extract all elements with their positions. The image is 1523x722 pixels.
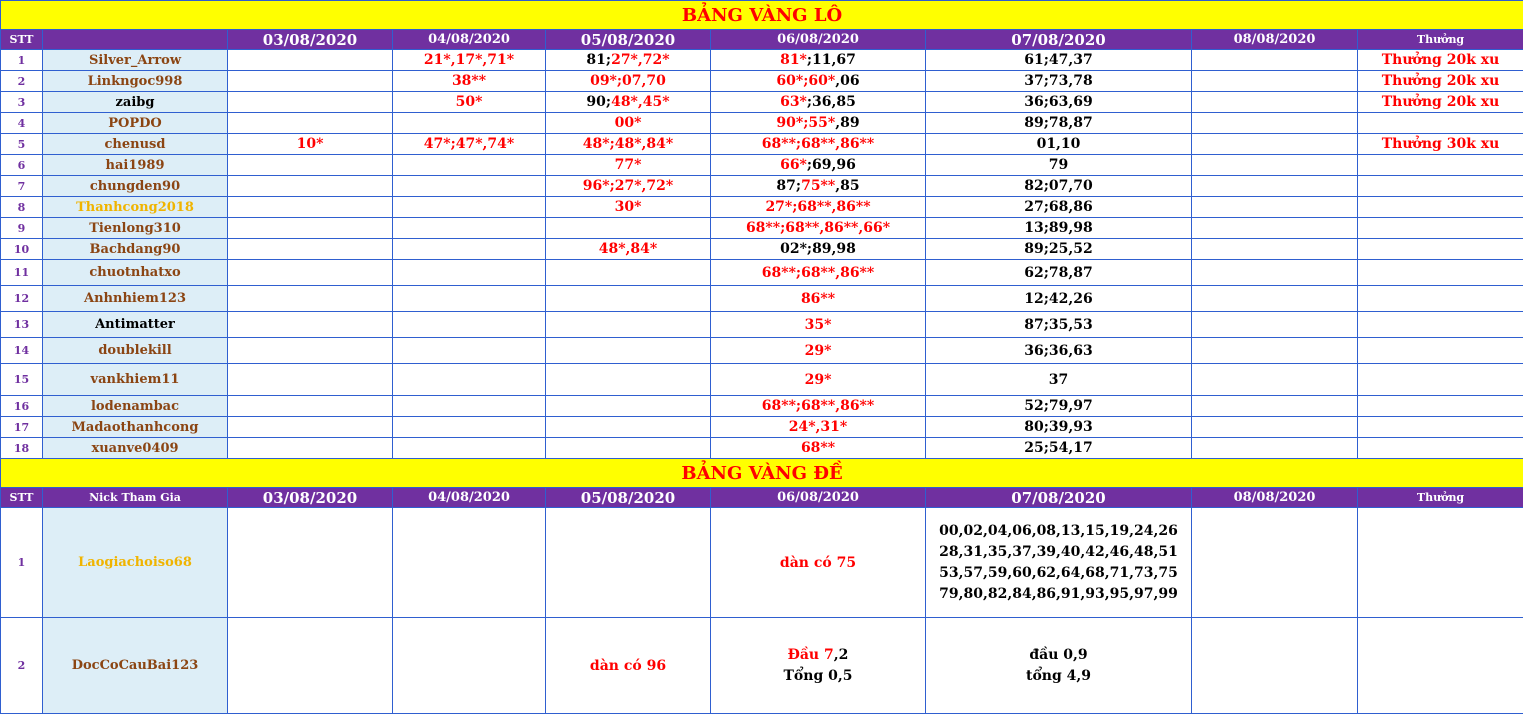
value-date-1 xyxy=(228,176,393,197)
player-nick: Thanhcong2018 xyxy=(43,197,228,218)
lo-table-row xyxy=(1,438,1523,459)
value-part: 63* xyxy=(780,94,807,110)
row-stt: 4 xyxy=(1,113,43,134)
player-nick: hai1989 xyxy=(43,155,228,176)
value-date-2: 50* xyxy=(393,92,546,113)
value-date-6 xyxy=(1192,176,1358,197)
value-date-4 xyxy=(711,260,926,286)
player-nick: Bachdang90 xyxy=(43,239,228,260)
value-date-2 xyxy=(393,396,546,417)
value-date-3 xyxy=(546,396,711,417)
player-nick: Anhnhiem123 xyxy=(43,286,228,312)
value-date-1 xyxy=(228,218,393,239)
value-part: 90*;55* xyxy=(776,115,836,131)
prize-cell xyxy=(1358,218,1523,239)
player-nick: Silver_Arrow xyxy=(43,50,228,71)
value-date-1 xyxy=(228,71,393,92)
value-date-6 xyxy=(1192,438,1358,459)
value-date-5: 25;54,17 xyxy=(926,438,1192,459)
row-stt: 11 xyxy=(1,260,43,286)
row-stt: 10 xyxy=(1,239,43,260)
value-date-4 xyxy=(711,364,926,396)
value-part: 35* xyxy=(804,316,832,333)
number-line: 28,31,35,37,39,40,42,46,48,51 xyxy=(939,543,1178,560)
player-nick: Linkngoc998 xyxy=(43,71,228,92)
value-date-6 xyxy=(1192,417,1358,438)
prize-cell xyxy=(1358,176,1523,197)
value-date-2 xyxy=(393,197,546,218)
header-date-3: 05/08/2020 xyxy=(546,30,711,50)
value-date-3 xyxy=(546,218,711,239)
prize-cell xyxy=(1358,260,1523,286)
value-date-1 xyxy=(228,338,393,364)
value-date-2 xyxy=(393,364,546,396)
number-line: 00,02,04,06,08,13,15,19,24,26 xyxy=(939,522,1178,539)
player-nick: lodenambac xyxy=(43,396,228,417)
lo-table-row xyxy=(1,312,1523,338)
lo-title: BẢNG VÀNG LÔ xyxy=(1,1,1523,30)
header-date-5: 07/08/2020 xyxy=(926,488,1192,508)
number-line: đầu 0,9 xyxy=(1029,646,1088,663)
value-part: ,06 xyxy=(835,73,860,89)
value-part: ,2 xyxy=(833,646,849,663)
prize-cell xyxy=(1358,312,1523,338)
value-date-2: 47*;47*,74* xyxy=(393,134,546,155)
row-stt: 17 xyxy=(1,417,43,438)
value-date-2: 38** xyxy=(393,71,546,92)
prize-cell: Thưởng 20k xu xyxy=(1358,92,1523,113)
prize-cell xyxy=(1358,338,1523,364)
lo-table-row xyxy=(1,417,1523,438)
value-date-4 xyxy=(711,396,926,417)
value-part: 27*,72* xyxy=(611,52,670,68)
value-date-4 xyxy=(711,155,926,176)
value-date-6 xyxy=(1192,260,1358,286)
value-date-4 xyxy=(711,218,926,239)
header-nick xyxy=(43,30,228,50)
value-date-5: 36;63,69 xyxy=(926,92,1192,113)
row-stt: 16 xyxy=(1,396,43,417)
value-date-2 xyxy=(393,508,546,618)
row-stt: 1 xyxy=(1,508,43,618)
lo-table-row xyxy=(1,364,1523,396)
value-date-6 xyxy=(1192,312,1358,338)
value-date-6 xyxy=(1192,197,1358,218)
row-stt: 3 xyxy=(1,92,43,113)
value-date-4 xyxy=(711,50,926,71)
row-stt: 1 xyxy=(1,50,43,71)
value-date-4 xyxy=(711,176,926,197)
value-date-5: 12;42,26 xyxy=(926,286,1192,312)
value-date-2 xyxy=(393,417,546,438)
prize-cell: Thưởng 20k xu xyxy=(1358,50,1523,71)
value-date-4 xyxy=(711,113,926,134)
row-stt: 13 xyxy=(1,312,43,338)
row-stt: 7 xyxy=(1,176,43,197)
value-part: 77* xyxy=(614,157,642,173)
value-date-2 xyxy=(393,618,546,714)
value-date-1 xyxy=(228,312,393,338)
value-date-6 xyxy=(1192,239,1358,260)
header-date-2: 04/08/2020 xyxy=(393,30,546,50)
header-stt: STT xyxy=(1,488,43,508)
value-date-2 xyxy=(393,438,546,459)
value-part: Đầu 7 xyxy=(787,646,834,663)
value-date-2 xyxy=(393,218,546,239)
value-part: 60*;60* xyxy=(776,73,836,89)
value-date-5: 52;79,97 xyxy=(926,396,1192,417)
value-part: 68**;68**,86** xyxy=(761,264,875,281)
value-date-5: 80;39,93 xyxy=(926,417,1192,438)
lo-table-row xyxy=(1,396,1523,417)
prize-cell xyxy=(1358,396,1523,417)
value-date-3 xyxy=(546,113,711,134)
de-table-row xyxy=(1,618,1523,714)
value-date-3 xyxy=(546,71,711,92)
value-date-2: 21*,17*,71* xyxy=(393,50,546,71)
player-nick: vankhiem11 xyxy=(43,364,228,396)
value-date-4 xyxy=(711,92,926,113)
value-date-3 xyxy=(546,176,711,197)
value-part: 48*,45* xyxy=(611,94,670,110)
value-date-1 xyxy=(228,50,393,71)
value-part: 68**;68**,86**,66* xyxy=(745,220,891,236)
value-date-1: 10* xyxy=(228,134,393,155)
value-date-3 xyxy=(546,364,711,396)
prize-cell: Thưởng 20k xu xyxy=(1358,71,1523,92)
value-part: ,89 xyxy=(835,115,860,131)
row-stt: 2 xyxy=(1,618,43,714)
value-date-3 xyxy=(546,50,711,71)
value-date-3 xyxy=(546,134,711,155)
value-date-4 xyxy=(711,71,926,92)
lo-table-row xyxy=(1,50,1523,71)
value-date-6 xyxy=(1192,134,1358,155)
number-line: 53,57,59,60,62,64,68,71,73,75 xyxy=(939,564,1178,581)
value-date-2 xyxy=(393,113,546,134)
row-stt: 15 xyxy=(1,364,43,396)
header-nick: Nick Tham Gia xyxy=(43,488,228,508)
header-date-1: 03/08/2020 xyxy=(228,488,393,508)
value-date-5: 79 xyxy=(926,155,1192,176)
value-part: 09* xyxy=(590,73,617,89)
lo-header-row xyxy=(1,30,1523,50)
value-part: ;36,85 xyxy=(806,94,856,110)
value-date-5: 82;07,70 xyxy=(926,176,1192,197)
row-stt: 18 xyxy=(1,438,43,459)
value-part: 02*;89,98 xyxy=(780,241,856,257)
lo-table-row xyxy=(1,92,1523,113)
value-date-4 xyxy=(711,197,926,218)
row-stt: 9 xyxy=(1,218,43,239)
value-date-5: 87;35,53 xyxy=(926,312,1192,338)
value-date-1 xyxy=(228,618,393,714)
value-part: 81; xyxy=(586,52,612,68)
value-date-3 xyxy=(546,417,711,438)
value-date-6 xyxy=(1192,218,1358,239)
value-date-2 xyxy=(393,338,546,364)
number-line: Tổng 0,5 xyxy=(783,667,853,684)
number-line: tổng 4,9 xyxy=(1025,667,1091,684)
value-date-2 xyxy=(393,286,546,312)
value-date-3 xyxy=(546,312,711,338)
lo-table-row xyxy=(1,113,1523,134)
player-nick: chungden90 xyxy=(43,176,228,197)
player-nick: Tienlong310 xyxy=(43,218,228,239)
player-nick: doublekill xyxy=(43,338,228,364)
player-nick: zaibg xyxy=(43,92,228,113)
value-part: 30* xyxy=(614,199,642,215)
value-date-2 xyxy=(393,239,546,260)
prize-cell xyxy=(1358,197,1523,218)
player-nick: chenusd xyxy=(43,134,228,155)
value-part: ;11,67 xyxy=(806,52,856,68)
value-date-1 xyxy=(228,92,393,113)
value-date-3 xyxy=(546,438,711,459)
value-date-2 xyxy=(393,260,546,286)
value-part: 66* xyxy=(780,157,807,173)
value-part: 86** xyxy=(800,290,836,307)
value-date-3 xyxy=(546,338,711,364)
lo-table-row xyxy=(1,286,1523,312)
value-date-1 xyxy=(228,438,393,459)
value-part: 81* xyxy=(780,52,807,68)
value-date-5: 62;78,87 xyxy=(926,260,1192,286)
player-nick: Laogiachoiso68 xyxy=(43,508,228,618)
header-date-1: 03/08/2020 xyxy=(228,30,393,50)
player-nick: xuanve0409 xyxy=(43,438,228,459)
number-line xyxy=(711,645,925,666)
value-part: 29* xyxy=(804,342,832,359)
value-date-3 xyxy=(546,508,711,618)
value-date-3 xyxy=(546,286,711,312)
de-title: BẢNG VÀNG ĐỀ xyxy=(1,459,1523,488)
value-date-1 xyxy=(228,197,393,218)
value-date-2 xyxy=(393,312,546,338)
value-date-3 xyxy=(546,239,711,260)
value-date-1 xyxy=(228,155,393,176)
de-table-row xyxy=(1,508,1523,618)
row-stt: 8 xyxy=(1,197,43,218)
value-date-4 xyxy=(711,286,926,312)
row-stt: 6 xyxy=(1,155,43,176)
value-date-4: dàn có 75 xyxy=(711,508,926,618)
value-date-6 xyxy=(1192,92,1358,113)
value-date-5 xyxy=(926,508,1192,618)
value-date-3 xyxy=(546,197,711,218)
value-part: 48*;48*,84* xyxy=(582,136,674,152)
header-prize: Thưởng xyxy=(1358,488,1523,508)
value-date-6 xyxy=(1192,508,1358,618)
row-stt: 2 xyxy=(1,71,43,92)
player-nick: Madaothanhcong xyxy=(43,417,228,438)
value-date-3 xyxy=(546,155,711,176)
value-date-4 xyxy=(711,338,926,364)
value-part: 00* xyxy=(614,115,642,131)
value-date-2 xyxy=(393,155,546,176)
de-header-row xyxy=(1,488,1523,508)
row-stt: 14 xyxy=(1,338,43,364)
lo-table-row xyxy=(1,155,1523,176)
value-date-6 xyxy=(1192,50,1358,71)
value-part: ;07,70 xyxy=(616,73,666,89)
value-date-2 xyxy=(393,176,546,197)
prize-cell xyxy=(1358,417,1523,438)
header-date-5: 07/08/2020 xyxy=(926,30,1192,50)
value-date-1 xyxy=(228,508,393,618)
player-nick: DocCoCauBai123 xyxy=(43,618,228,714)
value-date-5: 89;25,52 xyxy=(926,239,1192,260)
value-date-5: 37 xyxy=(926,364,1192,396)
value-date-5: 27;68,86 xyxy=(926,197,1192,218)
prize-cell xyxy=(1358,618,1523,714)
lo-table-row xyxy=(1,239,1523,260)
value-date-1 xyxy=(228,239,393,260)
value-date-5: 36;36,63 xyxy=(926,338,1192,364)
value-date-6 xyxy=(1192,286,1358,312)
value-part: 68** xyxy=(800,440,836,456)
value-part: ;69,96 xyxy=(806,157,856,173)
header-date-6: 08/08/2020 xyxy=(1192,488,1358,508)
value-date-1 xyxy=(228,286,393,312)
value-part: 96*;27*,72* xyxy=(582,178,674,194)
value-date-4 xyxy=(711,312,926,338)
header-stt: STT xyxy=(1,30,43,50)
lo-table-row xyxy=(1,260,1523,286)
prize-cell xyxy=(1358,286,1523,312)
prize-cell: Thưởng 30k xu xyxy=(1358,134,1523,155)
value-part: 90; xyxy=(586,94,612,110)
value-date-5: 37;73,78 xyxy=(926,71,1192,92)
value-date-6 xyxy=(1192,396,1358,417)
value-date-1 xyxy=(228,396,393,417)
number-line: 79,80,82,84,86,91,93,95,97,99 xyxy=(939,585,1178,602)
value-date-5: 61;47,37 xyxy=(926,50,1192,71)
lo-table-row xyxy=(1,71,1523,92)
prize-cell xyxy=(1358,364,1523,396)
value-date-5 xyxy=(926,618,1192,714)
lo-table-row xyxy=(1,197,1523,218)
player-nick: chuotnhatxo xyxy=(43,260,228,286)
value-part: 29* xyxy=(804,371,832,388)
value-date-5: 13;89,98 xyxy=(926,218,1192,239)
player-nick: POPDO xyxy=(43,113,228,134)
player-nick: Antimatter xyxy=(43,312,228,338)
lo-table-row xyxy=(1,134,1523,155)
lo-table-row xyxy=(1,218,1523,239)
value-date-1 xyxy=(228,260,393,286)
value-part: 68**;68**,86** xyxy=(761,136,875,152)
value-part: 68**;68**,86** xyxy=(761,398,875,414)
value-date-6 xyxy=(1192,338,1358,364)
value-part: 24*,31* xyxy=(788,419,848,435)
header-date-4: 06/08/2020 xyxy=(711,30,926,50)
value-date-4 xyxy=(711,239,926,260)
value-date-4 xyxy=(711,618,926,714)
row-stt: 5 xyxy=(1,134,43,155)
value-part: 87; xyxy=(776,178,802,194)
value-part: ,85 xyxy=(835,178,860,194)
prize-cell xyxy=(1358,113,1523,134)
value-date-6 xyxy=(1192,71,1358,92)
header-date-2: 04/08/2020 xyxy=(393,488,546,508)
lo-table-row xyxy=(1,338,1523,364)
header-date-4: 06/08/2020 xyxy=(711,488,926,508)
value-part: 48*,84* xyxy=(598,241,658,257)
value-date-4 xyxy=(711,134,926,155)
value-date-6 xyxy=(1192,113,1358,134)
value-date-3 xyxy=(546,260,711,286)
prize-cell xyxy=(1358,155,1523,176)
value-date-1 xyxy=(228,113,393,134)
value-date-4 xyxy=(711,417,926,438)
value-date-6 xyxy=(1192,364,1358,396)
value-date-6 xyxy=(1192,155,1358,176)
value-date-4 xyxy=(711,438,926,459)
value-part: 27*;68**,86** xyxy=(765,199,871,215)
value-date-1 xyxy=(228,364,393,396)
prize-cell xyxy=(1358,508,1523,618)
value-date-1 xyxy=(228,417,393,438)
value-date-6 xyxy=(1192,618,1358,714)
value-part: 75** xyxy=(801,178,836,194)
header-prize: Thưởng xyxy=(1358,30,1523,50)
value-date-3 xyxy=(546,92,711,113)
prize-cell xyxy=(1358,438,1523,459)
lo-table-row xyxy=(1,176,1523,197)
value-date-5: 89;78,87 xyxy=(926,113,1192,134)
header-date-6: 08/08/2020 xyxy=(1192,30,1358,50)
header-date-3: 05/08/2020 xyxy=(546,488,711,508)
prize-cell xyxy=(1358,239,1523,260)
row-stt: 12 xyxy=(1,286,43,312)
value-date-3: dàn có 96 xyxy=(546,618,711,714)
value-date-5: 01,10 xyxy=(926,134,1192,155)
